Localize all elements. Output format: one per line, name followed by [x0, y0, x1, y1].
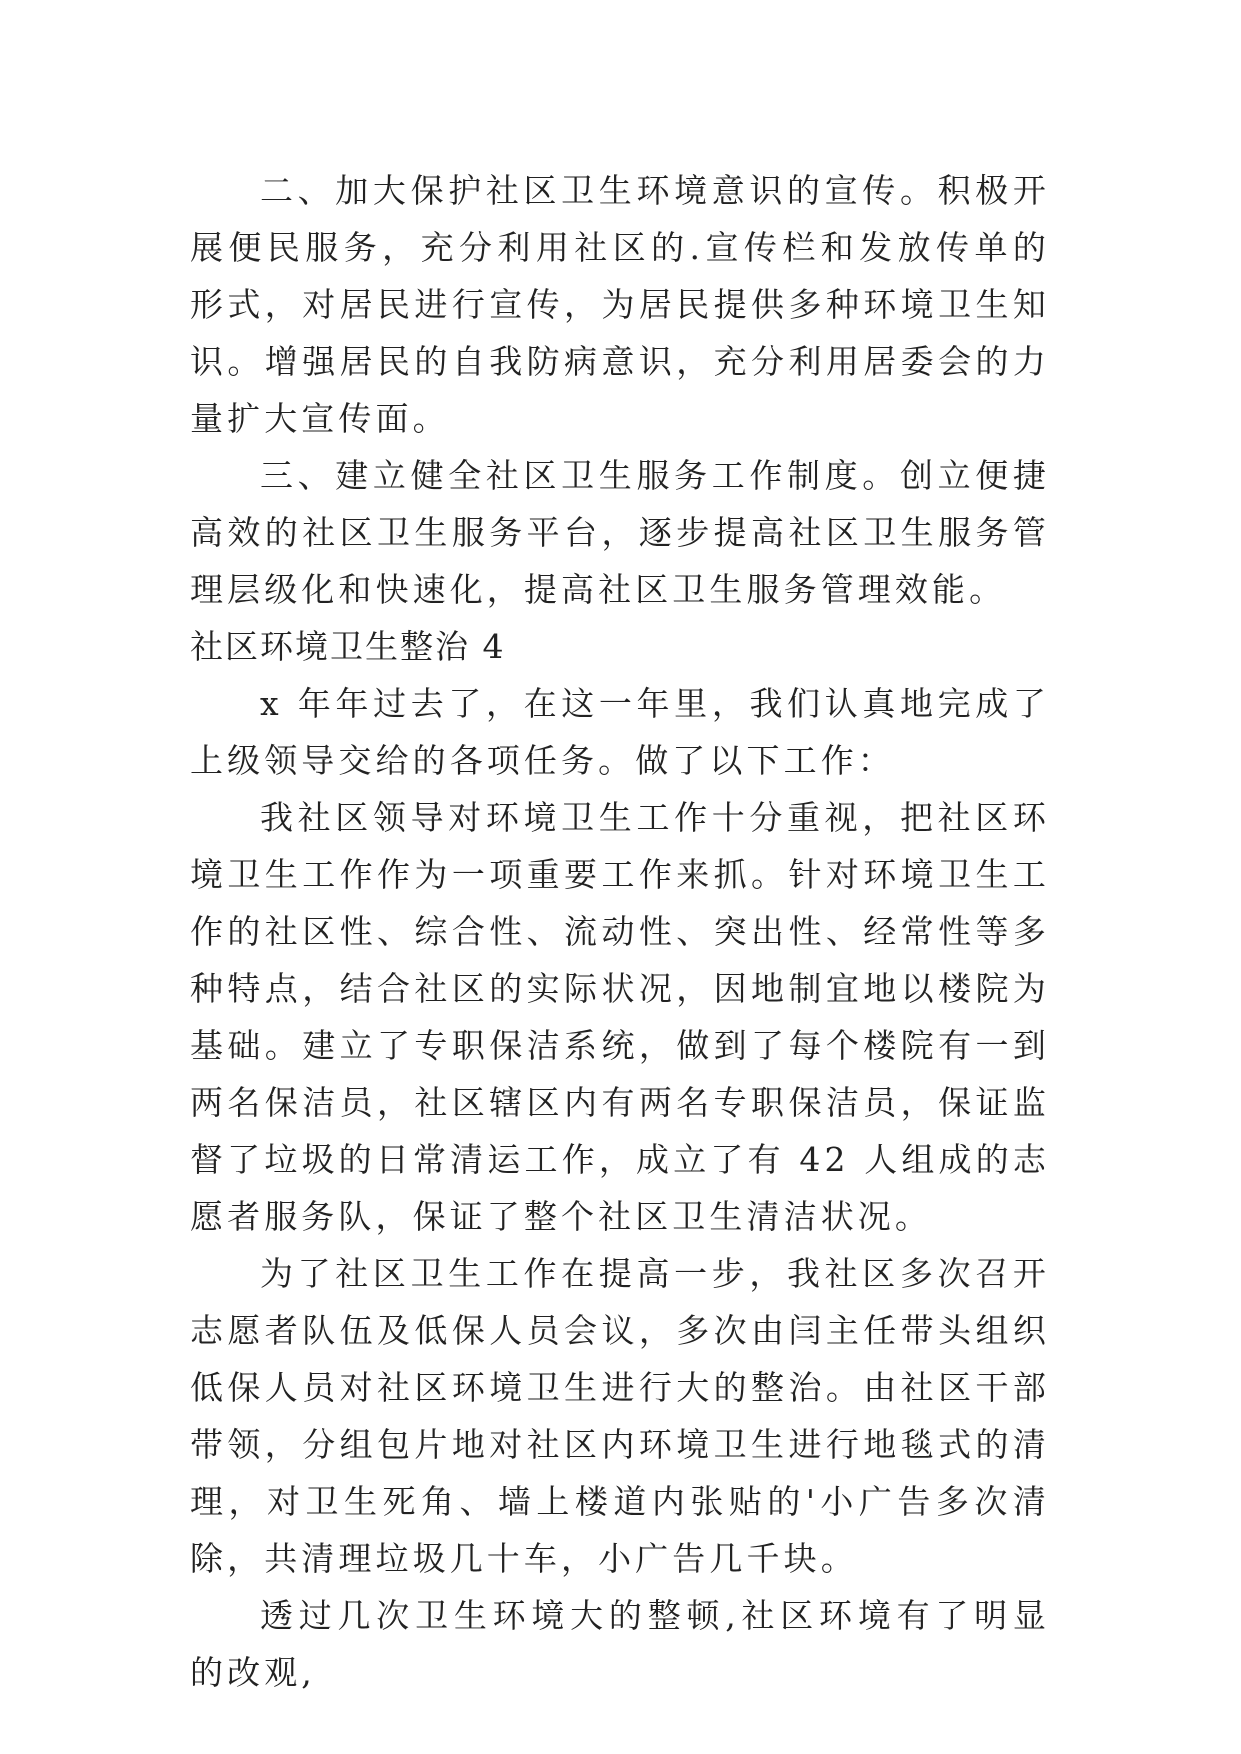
paragraph-results: 透过几次卫生环境大的整顿,社区环境有了明显的改观, — [190, 1596, 1050, 1692]
section-title: 社区环境卫生整治 4 — [190, 627, 506, 666]
paragraph-propaganda: 二、加大保护社区卫生环境意识的宣传。积极开展便民服务，充分利用社区的.宣传栏和发放传单的形式，对居民进行宣传，为居民提供多种环境卫生知识。增强居民的自我防病意识，充分利用居委会的力量扩大宣传面。 — [190, 171, 1050, 438]
document-body — [190, 162, 1050, 1701]
paragraph-year-summary: x 年年过去了，在这一年里，我们认真地完成了上级领导交给的各项任务。做了以下工作： — [190, 684, 1050, 780]
paragraph-service-system: 三、建立健全社区卫生服务工作制度。创立便捷高效的社区卫生服务平台，逐步提高社区卫生服务管理层级化和快速化，提高社区卫生服务管理效能。 — [190, 456, 1050, 609]
paragraph-cleaning-system: 我社区领导对环境卫生工作十分重视，把社区环境卫生工作作为一项重要工作来抓。针对环境卫生工作的社区性、综合性、流动性、突出性、经常性等多种特点，结合社区的实际状况，因地制宜地以楼院为基础。建立了专职保洁系统，做到了每个楼院有一到两名保洁员，社区辖区内有两名专职保洁员，保证监督了垃圾的日常清运工作，成立了有 42 人组成的志愿者服务队，保证了整个社区卫生清洁状况。 — [190, 798, 1050, 1236]
paragraph-rectification: 为了社区卫生工作在提高一步，我社区多次召开志愿者队伍及低保人员会议，多次由闫主任带头组织低保人员对社区环境卫生进行大的整治。由社区干部带领，分组包片地对社区内环境卫生进行地毯式的清理，对卫生死角、墙上楼道内张贴的'小广告多次清除，共清理垃圾几十车，小广告几千块。 — [190, 1254, 1050, 1578]
